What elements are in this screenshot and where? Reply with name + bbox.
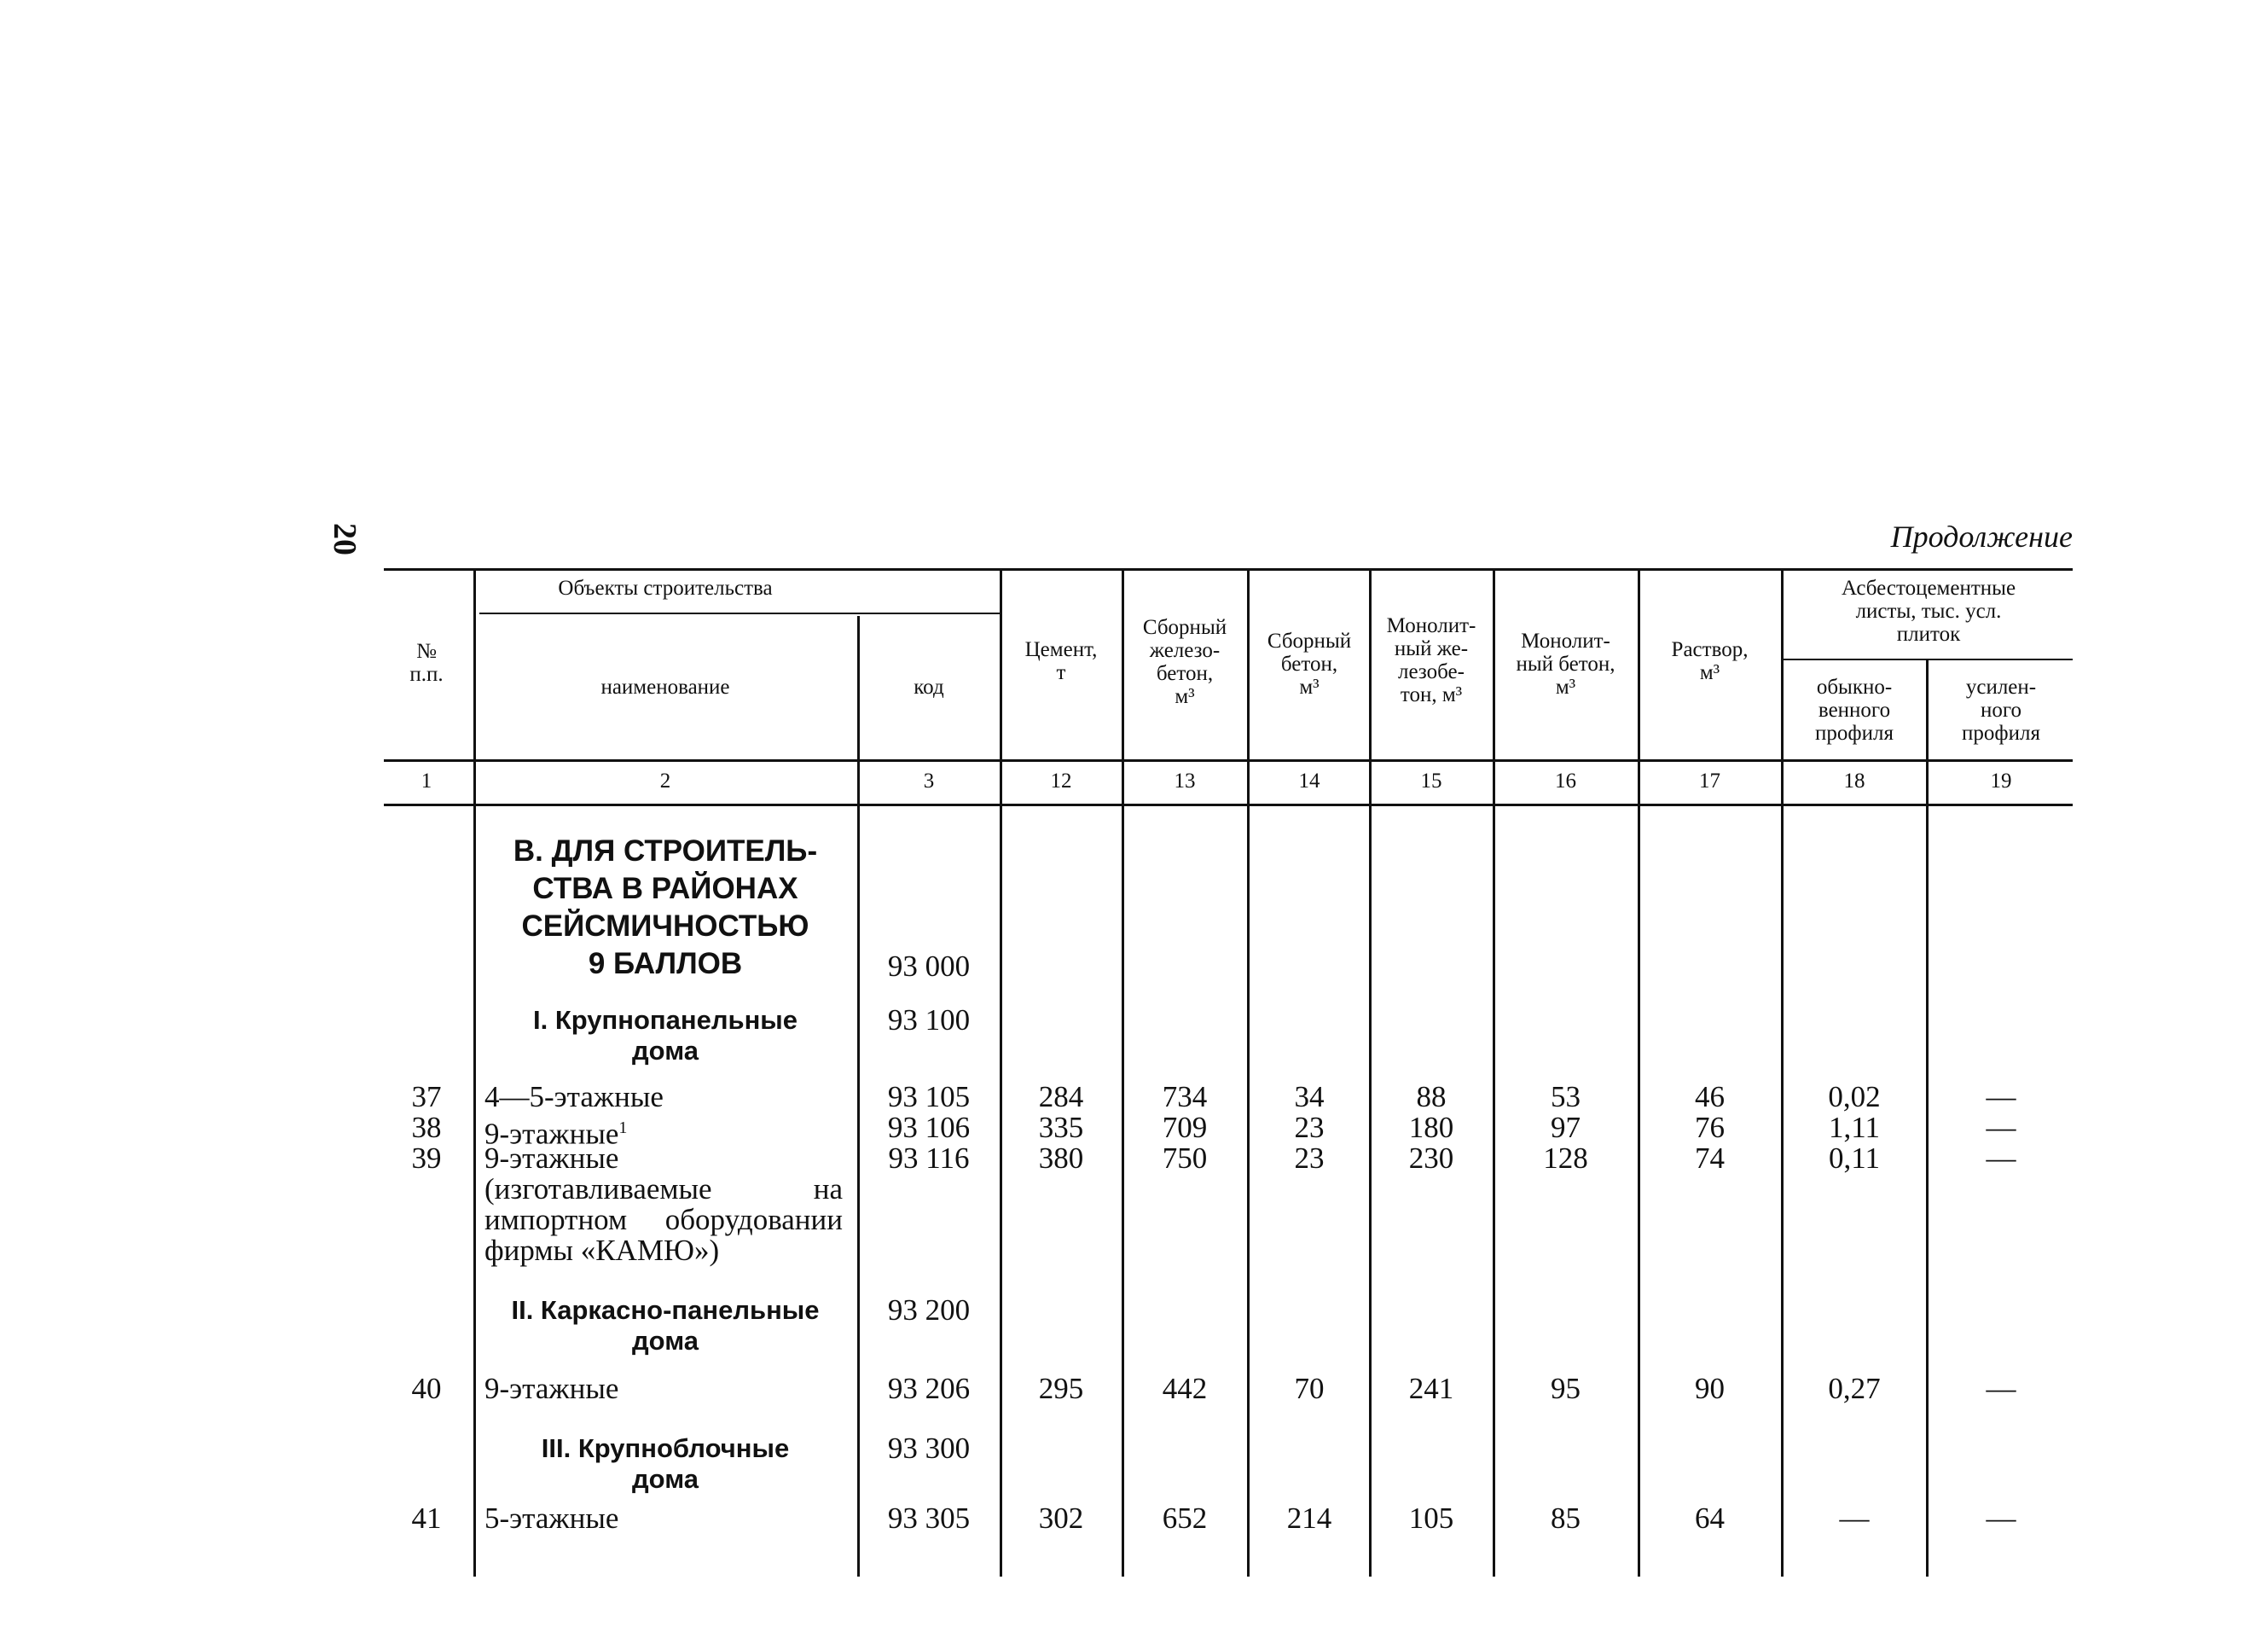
header-objects: Объекты строительства [558, 577, 773, 600]
col-number: 1 [421, 770, 432, 793]
row-name: 4—5-этажные [484, 1080, 664, 1113]
group-title: II. Каркасно-панельные дома [511, 1295, 820, 1356]
cell-precast-rc: 709 [1162, 1111, 1208, 1144]
row-name: 9-этажные (изготавливаемые на импортном оборудовании фирмы «КАМЮ») [484, 1142, 843, 1267]
table-top-rule [384, 568, 2073, 571]
header-cement: Цемент, т [1024, 638, 1098, 684]
cell-cement: 335 [1038, 1111, 1084, 1144]
cell-precast-concrete: 34 [1294, 1080, 1325, 1113]
row-code: 93 206 [887, 1372, 971, 1405]
col-number: 14 [1298, 770, 1320, 793]
col-number: 18 [1843, 770, 1865, 793]
cell-mortar: 76 [1695, 1111, 1725, 1144]
cell-precast-concrete: 214 [1286, 1502, 1332, 1535]
row-no: 37 [411, 1080, 442, 1113]
cell-precast-rc: 750 [1162, 1142, 1208, 1175]
header-asbestos: Асбестоцементные листы, тыс. усл. плиток [1841, 577, 2016, 646]
col-divider [1369, 570, 1372, 1577]
row-no: 39 [411, 1142, 442, 1175]
cell-monolithic-concrete: 85 [1551, 1502, 1581, 1535]
col-number: 15 [1420, 770, 1442, 793]
cell-ordinary-profile: 1,11 [1829, 1111, 1880, 1144]
col-divider [473, 570, 476, 1577]
col-number: 3 [923, 770, 935, 793]
row-no: 41 [411, 1502, 442, 1535]
group-title: I. Крупнопанельные дома [532, 1005, 798, 1066]
cell-monolithic-rc: 105 [1408, 1502, 1454, 1535]
cell-mortar: 46 [1695, 1080, 1725, 1113]
group-title: III. Крупноблочные дома [541, 1433, 790, 1494]
cell-ordinary-profile: — [1839, 1502, 1870, 1535]
group-code: 93 300 [887, 1432, 971, 1465]
header-monolithic-rc: Монолит- ный же- лезобе- тон, м³ [1386, 614, 1476, 706]
col-divider [1000, 570, 1002, 1577]
footnote-mark: 1 [618, 1118, 628, 1137]
col-divider [1122, 570, 1124, 1577]
col-divider [1247, 570, 1250, 1577]
cell-cement: 284 [1038, 1080, 1084, 1113]
cell-mortar: 64 [1695, 1502, 1725, 1535]
header-ordinary-profile: обыкно- венного профиля [1815, 676, 1894, 745]
continuation-label: Продолжение [1890, 520, 2073, 554]
col-number: 17 [1699, 770, 1720, 793]
cell-mortar: 74 [1695, 1142, 1725, 1175]
cell-ordinary-profile: 0,02 [1828, 1080, 1881, 1113]
cell-precast-concrete: 70 [1294, 1372, 1325, 1405]
cell-precast-rc: 734 [1162, 1080, 1208, 1113]
header-bottom-rule [384, 759, 2073, 762]
cell-monolithic-rc: 180 [1408, 1111, 1454, 1144]
cell-monolithic-concrete: 53 [1551, 1080, 1581, 1113]
cell-reinforced-profile: — [1986, 1142, 2016, 1175]
header-name: наименование [600, 676, 730, 699]
cell-precast-rc: 652 [1162, 1502, 1208, 1535]
cell-ordinary-profile: 0,11 [1829, 1142, 1880, 1175]
cell-mortar: 90 [1695, 1372, 1725, 1405]
header-code: код [914, 676, 944, 699]
cell-monolithic-rc: 88 [1416, 1080, 1447, 1113]
header-monolithic-concrete: Монолит- ный бетон, м³ [1516, 630, 1615, 699]
row-code: 93 105 [887, 1080, 971, 1113]
col-number: 13 [1174, 770, 1196, 793]
cell-reinforced-profile: — [1986, 1111, 2016, 1144]
objects-subrule [479, 613, 1000, 614]
cell-monolithic-rc: 241 [1408, 1372, 1454, 1405]
section-code: 93 000 [887, 950, 971, 983]
cell-monolithic-concrete: 95 [1551, 1372, 1581, 1405]
row-no: 38 [411, 1111, 442, 1144]
cell-monolithic-rc: 230 [1408, 1142, 1454, 1175]
cell-reinforced-profile: — [1986, 1502, 2016, 1535]
row-name-text: 9-этажные [484, 1117, 619, 1151]
cell-cement: 302 [1038, 1502, 1084, 1535]
col-divider [1926, 660, 1929, 1577]
section-title: В. ДЛЯ СТРОИТЕЛЬ- СТВА В РАЙОНАХ СЕЙСМИЧНОСТЬЮ 9 БАЛЛОВ [513, 834, 818, 980]
col-number: 19 [1990, 770, 2012, 793]
page-number: 20 [327, 523, 363, 555]
row-code: 93 116 [888, 1142, 970, 1175]
row-name: 9-этажные [484, 1372, 619, 1405]
row-code: 93 106 [887, 1111, 971, 1144]
header-reinforced-profile: усилен- ного профиля [1962, 676, 2040, 745]
col-number: 16 [1555, 770, 1576, 793]
header-precast-rc: Сборный железо- бетон, м³ [1142, 616, 1227, 708]
col-divider [1638, 570, 1640, 1577]
col-divider [1493, 570, 1495, 1577]
row-name: 5-этажные [484, 1502, 619, 1535]
header-no: № п.п. [409, 640, 444, 686]
group-code: 93 100 [887, 1003, 971, 1037]
col-numbers-rule [384, 804, 2073, 806]
col-number: 2 [659, 770, 671, 793]
col-number: 12 [1050, 770, 1072, 793]
cell-precast-concrete: 23 [1294, 1142, 1325, 1175]
cell-monolithic-concrete: 128 [1543, 1142, 1588, 1175]
cell-ordinary-profile: 0,27 [1828, 1372, 1881, 1405]
cell-precast-concrete: 23 [1294, 1111, 1325, 1144]
col-divider [1781, 570, 1784, 1577]
cell-cement: 295 [1038, 1372, 1084, 1405]
row-code: 93 305 [887, 1502, 971, 1535]
cell-precast-rc: 442 [1162, 1372, 1208, 1405]
header-mortar: Раствор, м³ [1671, 638, 1749, 684]
row-no: 40 [411, 1372, 442, 1405]
cell-monolithic-concrete: 97 [1551, 1111, 1581, 1144]
cell-reinforced-profile: — [1986, 1080, 2016, 1113]
cell-cement: 380 [1038, 1142, 1084, 1175]
group-code: 93 200 [887, 1293, 971, 1327]
header-precast-concrete: Сборный бетон, м³ [1267, 630, 1352, 699]
cell-reinforced-profile: — [1986, 1372, 2016, 1405]
